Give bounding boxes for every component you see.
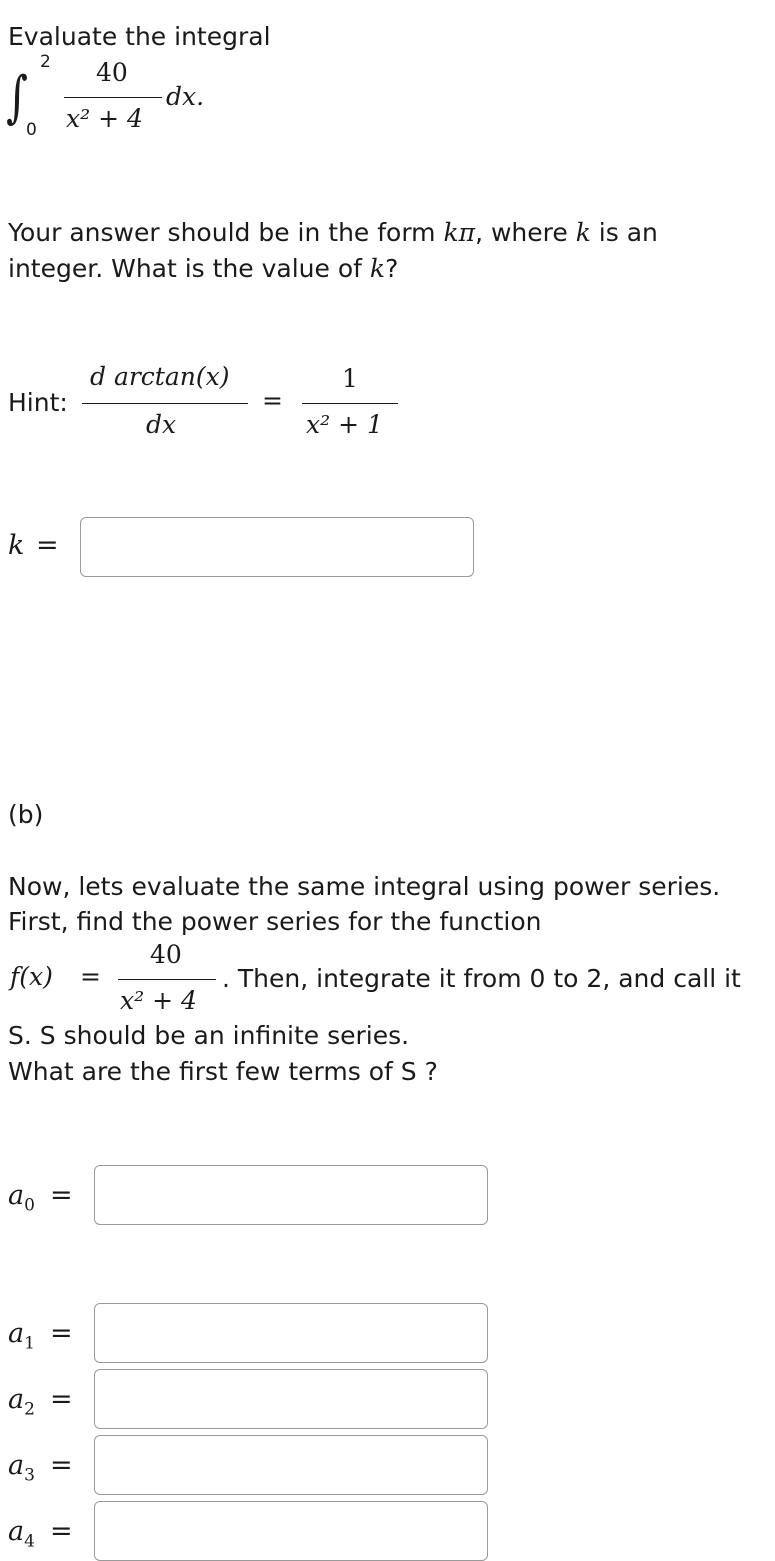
hint-lhs-numerator: d arctan(x) — [90, 362, 230, 391]
term-equals: = — [50, 1180, 73, 1211]
term-label-a2 — [8, 1384, 35, 1419]
part-b-line-2: First, find the power series for the function — [8, 907, 542, 936]
instruction-line-2 — [8, 254, 398, 284]
function-numerator: 40 — [150, 940, 182, 969]
term-base: a — [8, 1384, 25, 1415]
term-label-a1 — [8, 1318, 35, 1353]
term-label-a4 — [8, 1516, 35, 1551]
integral-denominator: x² + 4 — [66, 104, 143, 133]
k-symbol: k — [369, 254, 386, 283]
integral-upper-limit: 2 — [40, 52, 51, 72]
hint-equals: = — [262, 386, 283, 415]
integral-numerator: 40 — [96, 58, 128, 87]
term-base: a — [8, 1318, 25, 1349]
term-subscript: 3 — [24, 1465, 35, 1486]
k-label: k — [8, 530, 25, 561]
term-input-a2[interactable] — [94, 1369, 488, 1429]
term-equals: = — [50, 1450, 73, 1481]
k-pi-symbol: kπ — [443, 218, 476, 247]
term-input-a3[interactable] — [94, 1435, 488, 1495]
function-name: f(x) — [10, 962, 53, 991]
part-b-line-4: S. S should be an infinite series. — [8, 1021, 410, 1050]
hint-rhs-denominator: x² + 1 — [306, 410, 383, 439]
term-subscript: 4 — [24, 1531, 35, 1552]
integral-sign-icon: ∫ — [6, 65, 28, 130]
term-base: a — [8, 1516, 25, 1547]
term-equals: = — [50, 1318, 73, 1349]
function-fraction-bar — [118, 979, 216, 980]
term-base: a — [8, 1450, 25, 1481]
hint-rhs-fraction-bar — [302, 403, 398, 404]
part-b-label: (b) — [8, 800, 44, 829]
instruction-text: is an — [590, 218, 658, 247]
term-input-a1[interactable] — [94, 1303, 488, 1363]
hint-lhs-denominator: dx — [146, 410, 177, 439]
integral-fraction-bar — [64, 97, 162, 98]
instruction-text: ? — [385, 254, 399, 283]
term-subscript: 0 — [24, 1195, 35, 1216]
k-equals: = — [36, 530, 59, 561]
part-b-line-3-tail: . Then, integrate it from 0 to 2, and call it — [222, 964, 741, 993]
function-equals: = — [80, 962, 101, 991]
term-equals: = — [50, 1516, 73, 1547]
term-base: a — [8, 1180, 25, 1211]
integral-differential: dx. — [166, 82, 205, 111]
integral-lower-limit: 0 — [26, 120, 37, 140]
instruction-text: integer. What is the value of — [8, 254, 370, 283]
k-answer-input[interactable] — [80, 517, 474, 577]
instruction-text: , where — [475, 218, 576, 247]
hint-label: Hint: — [8, 388, 68, 417]
intro-text: Evaluate the integral — [8, 22, 271, 51]
part-b-line-5: What are the first few terms of S ? — [8, 1057, 438, 1086]
instruction-line-1 — [8, 218, 658, 248]
k-symbol: k — [575, 218, 591, 247]
hint-lhs-fraction-bar — [82, 403, 248, 404]
term-label-a3 — [8, 1450, 35, 1485]
term-input-a4[interactable] — [94, 1501, 488, 1561]
instruction-text: Your answer should be in the form — [8, 218, 444, 247]
hint-rhs-numerator: 1 — [342, 364, 358, 393]
term-label-a0 — [8, 1180, 35, 1215]
term-equals: = — [50, 1384, 73, 1415]
term-subscript: 1 — [24, 1333, 35, 1354]
function-denominator: x² + 4 — [120, 986, 197, 1015]
part-b-line-1: Now, lets evaluate the same integral using power series. — [8, 872, 721, 901]
term-input-a0[interactable] — [94, 1165, 488, 1225]
term-subscript: 2 — [24, 1399, 35, 1420]
